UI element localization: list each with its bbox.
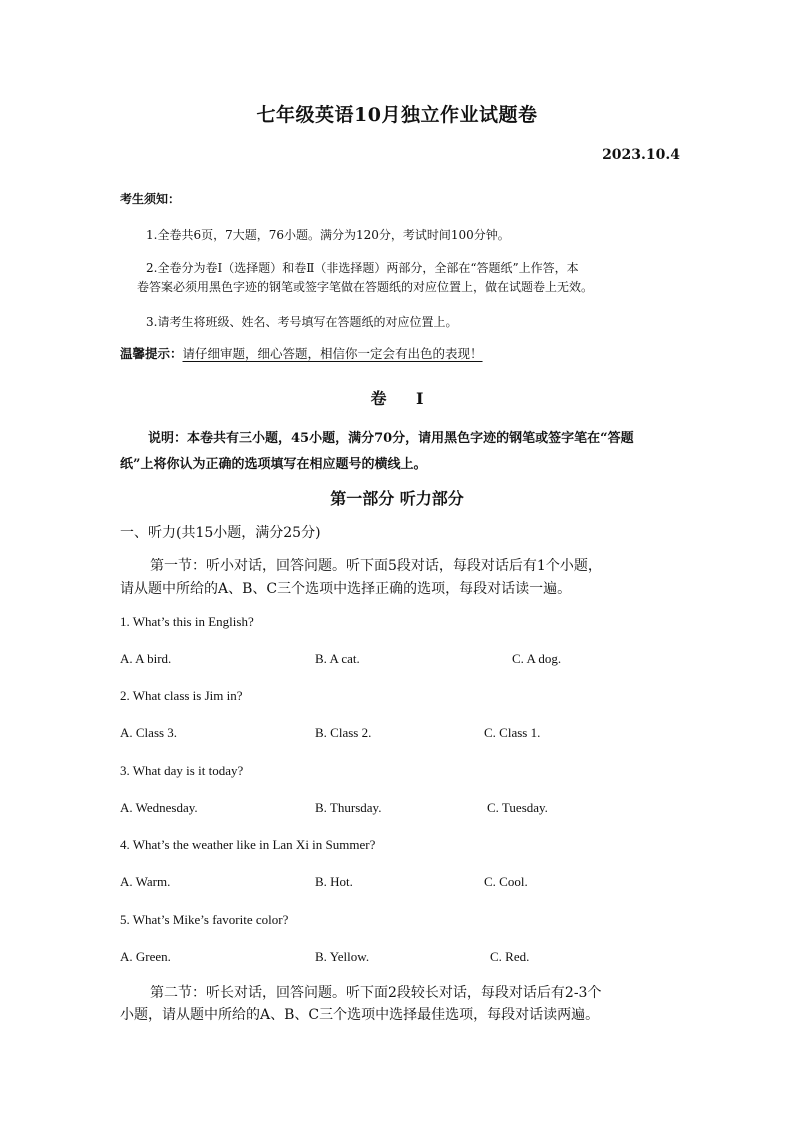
question-2-option-b: B. Class 2.: [315, 725, 372, 740]
question-2-option-a: A. Class 3.: [120, 725, 178, 740]
question-3: 3. What day is it today?: [120, 763, 244, 778]
question-4-option-b: B. Hot.: [315, 874, 353, 889]
question-5: 5. What’s Mike’s favorite color?: [120, 912, 289, 927]
question-1-option-a: A. A bird.: [120, 651, 172, 666]
part-title: 第一部分 听力部分: [330, 489, 464, 508]
volume-description-line-2: 纸”上将你认为正确的选项填写在相应题号的横线上。: [120, 457, 427, 472]
notice-item-2-line-2: 卷答案必须用黑色字迹的钢笔或签字笔做在答题纸的对应位置上，做在试题卷上无效。: [137, 280, 594, 294]
warm-tip-text: 请仔细审题，细心答题，相信你一定会有出色的表现！: [182, 346, 483, 361]
section-title: 一、听力(共15小题，满分25分): [120, 525, 321, 541]
question-4-option-c: C. Cool.: [484, 874, 528, 889]
notice-item-2-line-1: 2.全卷分为卷Ⅰ（选择题）和卷Ⅱ（非选择题）两部分，全部在“答题纸”上作答，本: [146, 261, 579, 275]
question-4: 4. What’s the weather like in Lan Xi in Summer?: [120, 837, 376, 852]
page-title: 七年级英语10月独立作业试题卷: [256, 104, 538, 126]
question-5-option-c: C. Red.: [490, 949, 530, 964]
question-4-option-a: A. Warm.: [120, 874, 171, 889]
section-2-instructions-line-1: 第二节：听长对话，回答问题。听下面2段较长对话，每段对话后有2-3个: [150, 985, 602, 1001]
question-2: 2. What class is Jim in?: [120, 688, 243, 703]
question-2-option-c: C. Class 1.: [484, 725, 541, 740]
question-5-option-b: B. Yellow.: [315, 949, 370, 964]
question-5-option-a: A. Green.: [120, 949, 171, 964]
question-3-option-a: A. Wednesday.: [120, 800, 198, 815]
section-1-instructions-line-1: 第一节：听小对话，回答问题。听下面5段对话，每段对话后有1个小题，: [150, 558, 602, 574]
question-1-option-b: B. A cat.: [315, 651, 360, 666]
warm-tip-label: 温馨提示：: [120, 346, 183, 361]
notice-heading: 考生须知：: [120, 192, 181, 206]
question-3-option-c: C. Tuesday.: [487, 800, 548, 815]
question-1: 1. What’s this in English?: [120, 614, 254, 629]
question-1-option-c: C. A dog.: [512, 651, 562, 666]
warm-tip: [120, 344, 483, 362]
section-1-instructions-line-2: 请从题中所给的A、B、C三个选项中选择正确的选项，每段对话读一遍。: [120, 581, 572, 597]
exam-date: 2023.10.4: [602, 147, 680, 163]
volume-title: 卷 Ⅰ: [370, 389, 436, 408]
volume-description-line-1: 说明：本卷共有三小题，45小题，满分70分，请用黑色字迹的钢笔或签字笔在“答题: [148, 431, 634, 446]
notice-item-1: 1.全卷共6页，7大题，76小题。满分为120分，考试时间100分钟。: [146, 228, 510, 242]
question-3-option-b: B. Thursday.: [315, 800, 382, 815]
notice-item-3: 3.请考生将班级、姓名、考号填写在答题纸的对应位置上。: [146, 315, 458, 329]
section-2-instructions-line-2: 小题，请从题中所给的A、B、C三个选项中选择最佳选项，每段对话读两遍。: [120, 1007, 600, 1023]
